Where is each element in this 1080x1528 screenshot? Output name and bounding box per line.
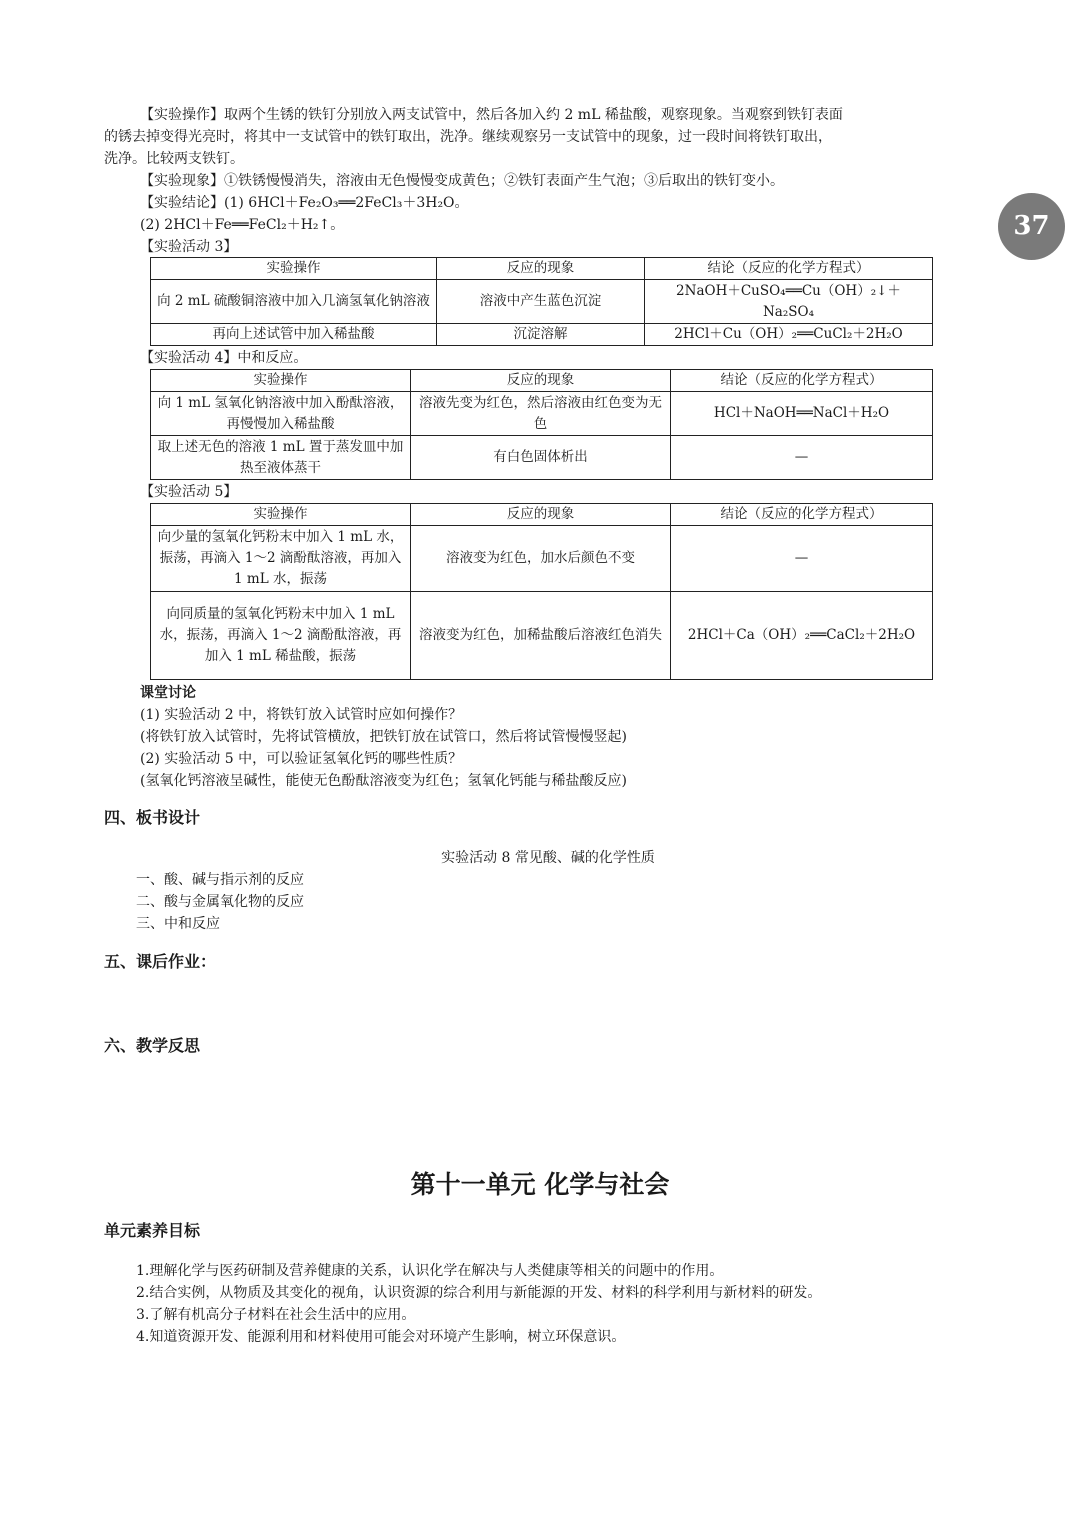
board-item-1: 一、酸、碱与指示剂的反应 xyxy=(136,872,304,888)
intro-line-2: 的锈去掉变得光亮时，将其中一支试管中的铁钉取出，洗净。继续观察另一支试管中的现象，过一段时间将铁钉取出， xyxy=(104,129,832,145)
cell-conclusion: 2HCl＋Cu（OH）₂══CuCl₂＋2H₂O xyxy=(645,324,933,346)
cell-phenomenon: 溶液先变为红色，然后溶液由红色变为无色 xyxy=(411,392,671,436)
cell-operation: 取上述无色的溶液 1 mL 置于蒸发皿中加热至液体蒸干 xyxy=(151,436,411,480)
cell-phenomenon: 溶液变为红色，加水后颜色不变 xyxy=(411,526,671,592)
activity3-heading: 【实验活动 3】 xyxy=(140,239,238,255)
cell-operation: 再向上述试管中加入稀盐酸 xyxy=(151,324,437,346)
cell-conclusion: 2HCl＋Ca（OH）₂══CaCl₂＋2H₂O xyxy=(671,592,933,680)
cell-phenomenon: 溶液中产生蓝色沉淀 xyxy=(437,280,645,324)
cell-operation: 向 2 mL 硫酸铜溶液中加入几滴氢氧化钠溶液 xyxy=(151,280,437,324)
header-phenomenon: 反应的现象 xyxy=(411,370,671,392)
activity4-heading: 【实验活动 4】中和反应。 xyxy=(140,350,308,366)
board-center-title: 实验活动 8 常见酸、碱的化学性质 xyxy=(441,850,655,866)
board-item-3: 三、中和反应 xyxy=(136,916,220,932)
unit-goals-heading: 单元素养目标 xyxy=(104,1221,201,1240)
activity3-table xyxy=(150,257,933,346)
discussion-answer-1: (将铁钉放入试管时，先将试管横放，把铁钉放在试管口，然后将试管慢慢竖起) xyxy=(140,729,627,745)
table-row xyxy=(151,592,933,680)
cell-conclusion: HCl＋NaOH══NaCl＋H₂O xyxy=(671,392,933,436)
experiment-conclusion-2: (2) 2HCl＋Fe══FeCl₂＋H₂↑。 xyxy=(140,217,345,233)
discussion-heading: 课堂讨论 xyxy=(140,685,196,701)
cell-conclusion: — xyxy=(671,436,933,480)
table-header-row xyxy=(151,258,933,280)
discussion-question-1: (1) 实验活动 2 中，将铁钉放入试管时应如何操作？ xyxy=(140,707,463,723)
cell-operation: 向 1 mL 氢氧化钠溶液中加入酚酞溶液，再慢慢加入稀盐酸 xyxy=(151,392,411,436)
cell-phenomenon: 沉淀溶解 xyxy=(437,324,645,346)
intro-line-1: 【实验操作】取两个生锈的铁钉分别放入两支试管中，然后各加入约 2 mL 稀盐酸，观察现象。当观察到铁钉表面 xyxy=(140,107,843,123)
board-design-heading: 四、板书设计 xyxy=(104,808,201,827)
homework-heading: 五、课后作业： xyxy=(104,952,217,971)
table-row xyxy=(151,392,933,436)
activity4-table xyxy=(150,369,933,480)
reflection-heading: 六、教学反思 xyxy=(104,1036,201,1055)
intro-line-3: 洗净。比较两支铁钉。 xyxy=(104,151,244,167)
discussion-answer-2: (氢氧化钙溶液呈碱性，能使无色酚酞溶液变为红色；氢氧化钙能与稀盐酸反应) xyxy=(140,773,627,789)
cell-conclusion: 2NaOH＋CuSO₄══Cu（OH）₂↓＋Na₂SO₄ xyxy=(645,280,933,324)
header-conclusion: 结论（反应的化学方程式） xyxy=(671,504,933,526)
header-conclusion: 结论（反应的化学方程式） xyxy=(671,370,933,392)
unit-title: 第十一单元 化学与社会 xyxy=(410,1170,670,1199)
activity5-heading: 【实验活动 5】 xyxy=(140,484,238,500)
page-number-badge: 37 xyxy=(998,193,1065,260)
unit-goal-2: 2.结合实例，从物质及其变化的视角，认识资源的综合利用与新能源的开发、材料的科学利用与新材料的研发。 xyxy=(136,1285,822,1301)
table-row xyxy=(151,324,933,346)
table-row xyxy=(151,280,933,324)
header-operation: 实验操作 xyxy=(151,258,437,280)
unit-goal-4: 4.知道资源开发、能源利用和材料使用可能会对环境产生影响，树立环保意识。 xyxy=(136,1329,626,1345)
discussion-question-2: (2) 实验活动 5 中，可以验证氢氧化钙的哪些性质？ xyxy=(140,751,463,767)
table-row xyxy=(151,436,933,480)
unit-goal-3: 3.了解有机高分子材料在社会生活中的应用。 xyxy=(136,1307,416,1323)
header-phenomenon: 反应的现象 xyxy=(437,258,645,280)
cell-phenomenon: 溶液变为红色，加稀盐酸后溶液红色消失 xyxy=(411,592,671,680)
cell-operation: 向少量的氢氧化钙粉末中加入 1 mL 水，振荡，再滴入 1～2 滴酚酞溶液，再加入 1 mL 水，振荡 xyxy=(151,526,411,592)
unit-goal-1: 1.理解化学与医药研制及营养健康的关系，认识化学在解决与人类健康等相关的问题中的作用。 xyxy=(136,1263,724,1279)
table-row xyxy=(151,526,933,592)
activity5-table xyxy=(150,503,933,680)
experiment-conclusion-1: 【实验结论】(1) 6HCl＋Fe₂O₃══2FeCl₃＋3H₂O。 xyxy=(140,195,469,211)
header-phenomenon: 反应的现象 xyxy=(411,504,671,526)
cell-phenomenon: 有白色固体析出 xyxy=(411,436,671,480)
cell-conclusion: — xyxy=(671,526,933,592)
table-header-row xyxy=(151,504,933,526)
header-operation: 实验操作 xyxy=(151,504,411,526)
cell-operation: 向同质量的氢氧化钙粉末中加入 1 mL 水，振荡，再滴入 1～2 滴酚酞溶液，再加入 1 mL 稀盐酸，振荡 xyxy=(151,592,411,680)
header-operation: 实验操作 xyxy=(151,370,411,392)
table-header-row xyxy=(151,370,933,392)
board-item-2: 二、酸与金属氧化物的反应 xyxy=(136,894,304,910)
experiment-phenomenon: 【实验现象】①铁锈慢慢消失，溶液由无色慢慢变成黄色；②铁钉表面产生气泡；③后取出的铁钉变小。 xyxy=(140,173,784,189)
header-conclusion: 结论（反应的化学方程式） xyxy=(645,258,933,280)
